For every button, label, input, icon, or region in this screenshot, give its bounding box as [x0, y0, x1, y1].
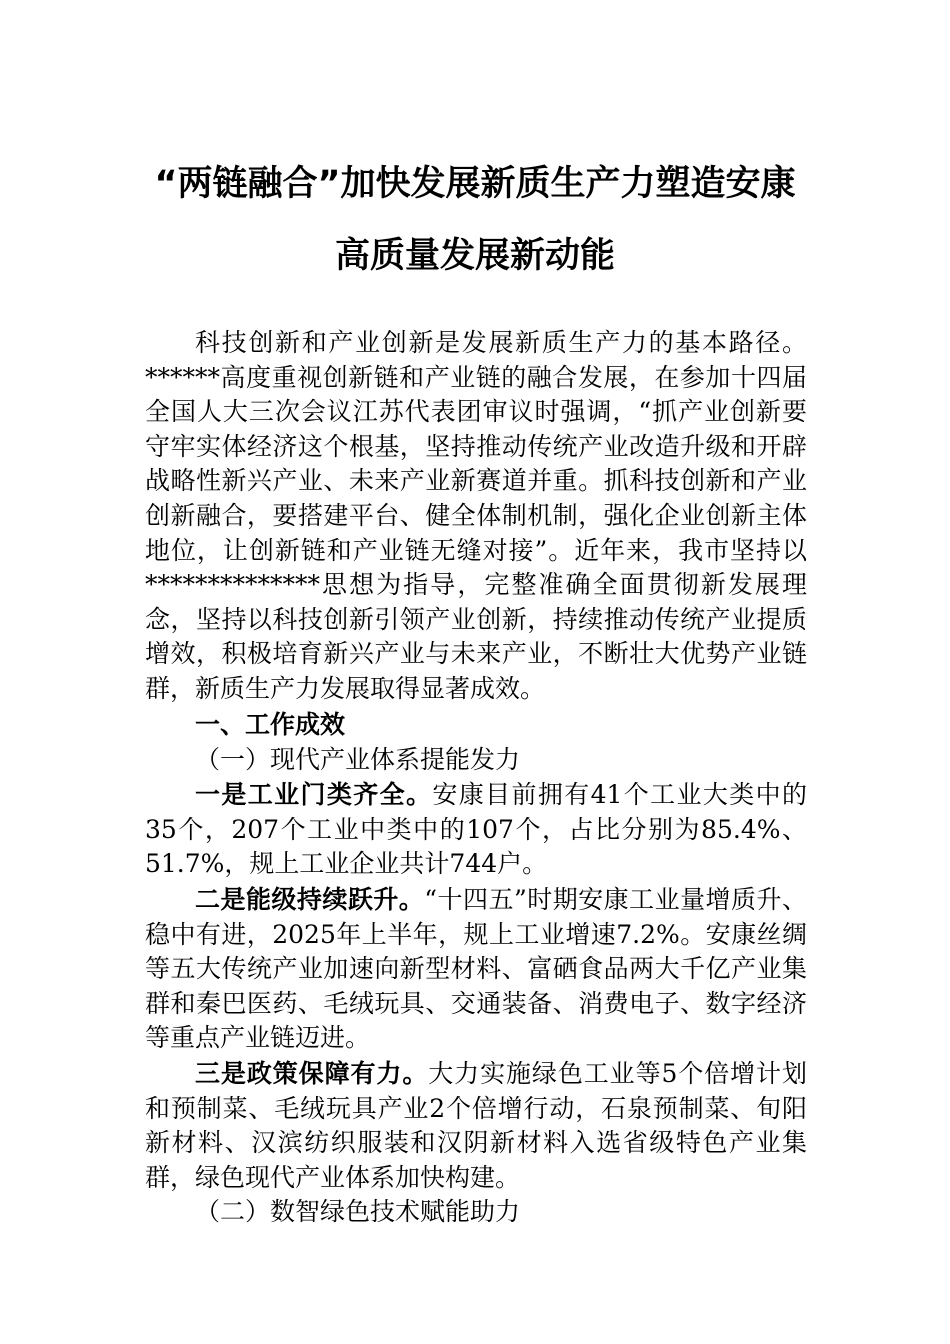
subsection-heading-modern-industry: （一）现代产业体系提能发力 — [195, 745, 521, 774]
paragraph-body: 安康目前拥有41个工业大类中的35个，207个工业中类中的107个，占比分别为85.4%、51.7%，规上工业企业共计744户。 — [145, 780, 807, 879]
paragraph-body: 大力实施绿色工业等5个倍增计划和预制菜、毛绒玩具产业2个倍增行动，石泉预制菜、旬阳新材料、汉滨纺织服装和汉阴新材料入选省级特色产业集群，绿色现代产业体系加快构建。 — [145, 1059, 807, 1192]
paragraph-body: “十四五”时期安康工业量增质升、稳中有进，2025年上半年，规上工业增速7.2%。安康丝绸等五大传统产业加速向新型材料、富硒食品两大千亿产业集群和秦巴医药、毛绒玩具、交通装备、消费电子、数字经济等重点产业链迈进。 — [145, 885, 807, 1053]
document-title-line-1: “两链融合”加快发展新质生产力塑造安康 — [154, 164, 796, 204]
paragraph-energy-level — [145, 883, 807, 1056]
intro-paragraph: 科技创新和产业创新是发展新质生产力的基本路径。******高度重视创新链和产业链的融合发展，在参加十四届全国人大三次会议江苏代表团审议时强调，“抓产业创新要守牢实体经济这个根基，坚持推动传统产业改造升级和开辟战略性新兴产业、未来产业新赛道并重。抓科技创新和产业创新融合，要搭建平台、健全体制机制，强化企业创新主体地位，让创新链和产业链无缝对接”。近年来，我市坚持以**************思想为指导，完整准确全面贯彻新发展理念，坚持以科技创新引领产业创新，持续推动传统产业提质增效，积极培育新兴产业与未来产业，不断壮大优势产业链群，新质生产力发展取得显著成效。 — [145, 328, 807, 703]
section-heading-work-results: 一、工作成效 — [195, 710, 346, 739]
paragraph-industry-categories — [145, 778, 807, 882]
document-title-line-2: 高质量发展新动能 — [334, 236, 615, 276]
paragraph-lead: 三是政策保障有力。 — [195, 1059, 429, 1088]
paragraph-policy-support — [145, 1057, 807, 1195]
paragraph-lead: 一是工业门类齐全。 — [195, 780, 433, 809]
subsection-heading-digital-green: （二）数智绿色技术赋能助力 — [195, 1197, 521, 1226]
paragraph-lead: 二是能级持续跃升。 — [195, 885, 425, 914]
